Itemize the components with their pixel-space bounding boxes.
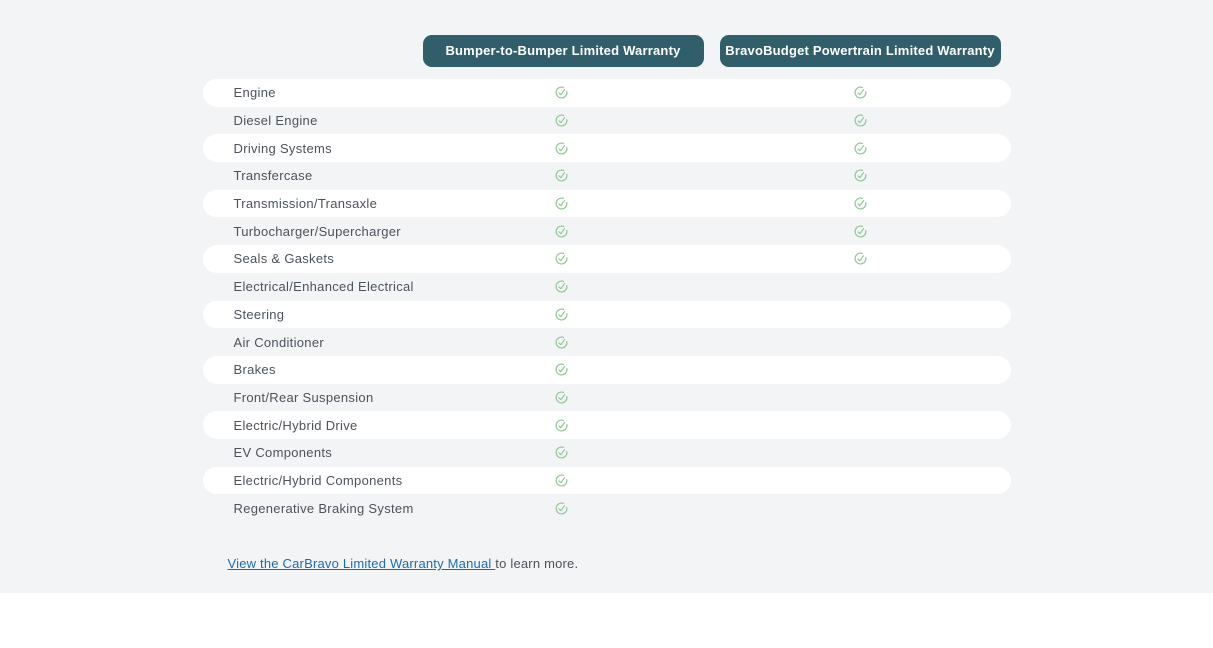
component-label: Brakes xyxy=(233,362,276,378)
check-circle-icon xyxy=(555,336,568,349)
check-circle-icon xyxy=(555,252,568,265)
check-circle-icon xyxy=(854,225,867,238)
check-circle-icon xyxy=(555,308,568,321)
check-circle-icon xyxy=(854,169,867,182)
component-label: Seals & Gaskets xyxy=(233,251,335,267)
table-row xyxy=(203,356,1011,384)
check-circle-icon xyxy=(555,169,568,182)
bumper-warranty-check-cell xyxy=(555,280,569,294)
table-row xyxy=(203,494,1011,522)
table-row xyxy=(203,79,1011,107)
powertrain-warranty-header-button[interactable]: BravoBudget Powertrain Limited Warranty xyxy=(720,35,1001,67)
component-label: Steering xyxy=(233,306,285,322)
check-circle-icon xyxy=(854,114,867,127)
bumper-warranty-check-cell xyxy=(555,501,569,515)
bumper-to-bumper-warranty-header-button[interactable]: Bumper-to-Bumper Limited Warranty xyxy=(423,35,704,67)
table-row xyxy=(203,384,1011,412)
table-row xyxy=(203,190,1011,218)
table-row xyxy=(203,162,1011,190)
footer-note-text: to learn more. xyxy=(495,556,579,571)
table-row xyxy=(203,134,1011,162)
component-label: Front/Rear Suspension xyxy=(233,389,374,405)
check-circle-icon xyxy=(854,197,867,210)
table-row xyxy=(203,107,1011,135)
table-row xyxy=(203,217,1011,245)
table-row xyxy=(203,467,1011,495)
bumper-warranty-check-cell xyxy=(555,473,569,487)
check-circle-icon xyxy=(555,363,568,376)
powertrain-warranty-check-cell xyxy=(854,169,868,183)
bumper-warranty-check-cell xyxy=(555,114,569,128)
powertrain-warranty-check-cell xyxy=(854,114,868,128)
bumper-warranty-check-cell xyxy=(555,86,569,100)
check-circle-icon xyxy=(555,114,568,127)
check-circle-icon xyxy=(555,86,568,99)
warranty-comparison-container xyxy=(203,35,1011,571)
table-row xyxy=(203,245,1011,273)
bumper-warranty-check-cell xyxy=(555,252,569,266)
component-label: Driving Systems xyxy=(233,140,332,156)
component-label: Air Conditioner xyxy=(233,334,324,350)
check-circle-icon xyxy=(854,142,867,155)
table-row xyxy=(203,301,1011,329)
component-label: Turbocharger/Supercharger xyxy=(233,223,401,239)
column-headers xyxy=(203,35,1011,67)
component-label: Electric/Hybrid Components xyxy=(233,472,403,488)
bumper-warranty-check-cell xyxy=(555,141,569,155)
component-label: Regenerative Braking System xyxy=(233,500,414,516)
bumper-warranty-check-cell xyxy=(555,307,569,321)
check-circle-icon xyxy=(555,446,568,459)
bumper-warranty-check-cell xyxy=(555,169,569,183)
check-circle-icon xyxy=(555,419,568,432)
table-row xyxy=(203,273,1011,301)
check-circle-icon xyxy=(555,502,568,515)
table-row xyxy=(203,411,1011,439)
check-circle-icon xyxy=(555,225,568,238)
powertrain-warranty-check-cell xyxy=(854,141,868,155)
bumper-warranty-check-cell xyxy=(555,335,569,349)
powertrain-warranty-check-cell xyxy=(854,197,868,211)
check-circle-icon xyxy=(555,197,568,210)
warranty-manual-link[interactable]: View the CarBravo Limited Warranty Manual xyxy=(227,556,496,571)
table-row xyxy=(203,328,1011,356)
check-circle-icon xyxy=(854,252,867,265)
check-circle-icon xyxy=(854,86,867,99)
check-circle-icon xyxy=(555,391,568,404)
table-row xyxy=(203,439,1011,467)
footer-note xyxy=(203,556,1011,571)
bumper-warranty-check-cell xyxy=(555,446,569,460)
component-label: Transfercase xyxy=(233,168,313,184)
powertrain-warranty-check-cell xyxy=(854,86,868,100)
bumper-warranty-check-cell xyxy=(555,390,569,404)
component-label: Electric/Hybrid Drive xyxy=(233,417,358,433)
check-circle-icon xyxy=(555,474,568,487)
powertrain-warranty-check-cell xyxy=(854,252,868,266)
bumper-warranty-check-cell xyxy=(555,363,569,377)
component-label: Electrical/Enhanced Electrical xyxy=(233,279,414,295)
component-label: Transmission/Transaxle xyxy=(233,196,378,212)
component-label: EV Components xyxy=(233,445,333,461)
bumper-warranty-check-cell xyxy=(555,418,569,432)
warranty-table xyxy=(203,79,1011,522)
check-circle-icon xyxy=(555,280,568,293)
bumper-warranty-check-cell xyxy=(555,224,569,238)
check-circle-icon xyxy=(555,142,568,155)
component-label: Engine xyxy=(233,85,276,101)
bumper-warranty-check-cell xyxy=(555,197,569,211)
powertrain-warranty-check-cell xyxy=(854,224,868,238)
component-label: Diesel Engine xyxy=(233,113,318,129)
